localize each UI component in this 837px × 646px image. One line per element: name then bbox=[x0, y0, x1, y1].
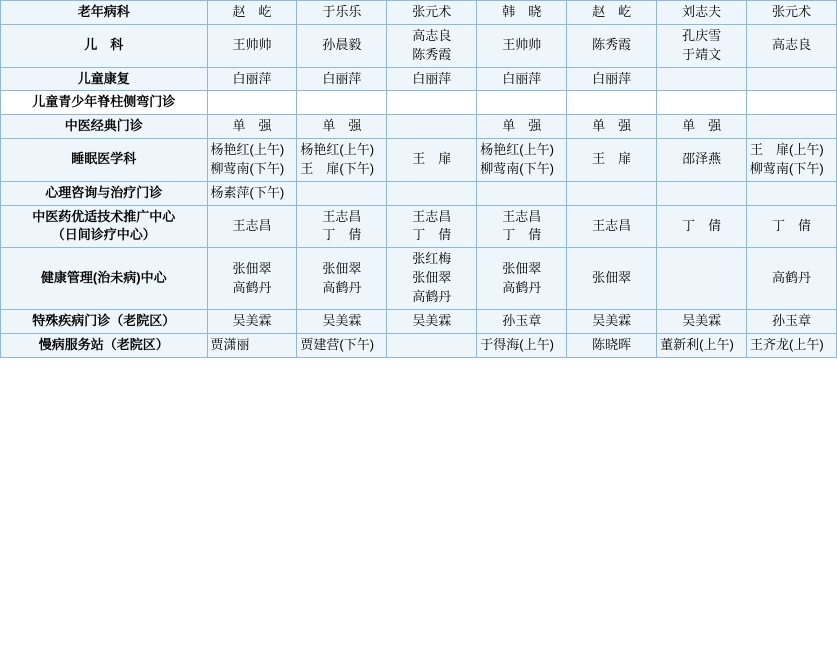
doctor-name: 杨艳红(上午) bbox=[480, 142, 554, 158]
doctor-name: 孙玉章 bbox=[772, 312, 812, 328]
schedule-cell bbox=[387, 139, 477, 182]
schedule-cell bbox=[657, 115, 747, 139]
schedule-cell bbox=[657, 24, 747, 67]
doctor-name: 白丽萍 bbox=[412, 70, 452, 86]
schedule-cell bbox=[657, 309, 747, 333]
doctor-name: 王 扉(上午) bbox=[750, 142, 824, 158]
schedule-cell bbox=[657, 333, 747, 357]
schedule-cell bbox=[207, 309, 297, 333]
doctor-name: 张佃翠 bbox=[412, 270, 452, 286]
doctor-name: 王帅帅 bbox=[232, 37, 272, 53]
schedule-cell bbox=[477, 115, 567, 139]
schedule-cell bbox=[297, 205, 387, 248]
doctor-name: 高志良 bbox=[412, 27, 452, 43]
schedule-cell bbox=[657, 67, 747, 91]
schedule-cell bbox=[567, 24, 657, 67]
doctor-name: 柳莺南(下午) bbox=[210, 160, 285, 176]
doctor-name: 丁 倩 bbox=[412, 227, 452, 243]
doctor-name: 于乐乐 bbox=[322, 4, 362, 19]
schedule-cell bbox=[297, 333, 387, 357]
doctor-name: 贾潇丽 bbox=[210, 336, 250, 352]
doctor-name: 吴美霖 bbox=[592, 312, 632, 328]
doctor-name: 王齐龙(上午) bbox=[750, 336, 824, 352]
schedule-cell bbox=[657, 181, 747, 205]
table-row bbox=[1, 91, 837, 115]
schedule-cell bbox=[567, 309, 657, 333]
doctor-name: 白丽萍 bbox=[232, 70, 272, 86]
schedule-cell bbox=[207, 24, 297, 67]
schedule-cell bbox=[297, 181, 387, 205]
schedule-cell bbox=[657, 91, 747, 115]
schedule-cell bbox=[297, 24, 387, 67]
schedule-cell bbox=[567, 333, 657, 357]
doctor-name: 吴美霖 bbox=[682, 312, 722, 328]
doctor-name: 王 扉(下午) bbox=[300, 160, 375, 176]
department-label: 儿童康复 bbox=[77, 70, 130, 86]
department-cell bbox=[1, 91, 208, 115]
schedule-cell bbox=[747, 24, 837, 67]
department-label: 儿 科 bbox=[84, 37, 124, 53]
doctor-name: 张佃翠 bbox=[502, 260, 542, 276]
doctor-name: 杨艳红(上午) bbox=[210, 142, 285, 158]
doctor-name: 刘志夫 bbox=[682, 4, 722, 19]
schedule-cell bbox=[477, 1, 567, 25]
doctor-name: 邵泽燕 bbox=[682, 151, 722, 167]
department-cell bbox=[1, 181, 208, 205]
table-row bbox=[1, 67, 837, 91]
department-label: 老年病科 bbox=[77, 4, 130, 19]
schedule-cell bbox=[387, 248, 477, 310]
doctor-name: 韩 晓 bbox=[502, 4, 542, 19]
schedule-cell bbox=[387, 91, 477, 115]
schedule-cell bbox=[657, 248, 747, 310]
schedule-cell bbox=[567, 91, 657, 115]
doctor-name: 高鹤丹 bbox=[502, 279, 542, 295]
schedule-cell bbox=[207, 181, 297, 205]
schedule-cell bbox=[477, 91, 567, 115]
doctor-name: 丁 倩 bbox=[502, 227, 542, 243]
table-row bbox=[1, 248, 837, 310]
schedule-cell bbox=[477, 181, 567, 205]
schedule-cell bbox=[657, 205, 747, 248]
department-label-line: 中医药优适技术推广中心 bbox=[32, 208, 176, 224]
doctor-name: 单 强 bbox=[232, 118, 272, 134]
schedule-cell bbox=[567, 205, 657, 248]
schedule-cell bbox=[387, 309, 477, 333]
doctor-name: 王志昌 bbox=[502, 208, 542, 224]
department-cell bbox=[1, 139, 208, 182]
doctor-name: 高鹤丹 bbox=[232, 279, 272, 295]
schedule-cell bbox=[297, 1, 387, 25]
doctor-name: 单 强 bbox=[322, 118, 362, 134]
department-cell bbox=[1, 248, 208, 310]
schedule-cell bbox=[567, 139, 657, 182]
table-row bbox=[1, 309, 837, 333]
schedule-cell bbox=[207, 91, 297, 115]
doctor-name: 吴美霖 bbox=[322, 312, 362, 328]
schedule-cell bbox=[297, 91, 387, 115]
schedule-cell bbox=[297, 309, 387, 333]
schedule-cell bbox=[477, 205, 567, 248]
table-row bbox=[1, 205, 837, 248]
doctor-name: 王志昌 bbox=[412, 208, 452, 224]
schedule-cell bbox=[207, 333, 297, 357]
schedule-cell bbox=[747, 115, 837, 139]
doctor-name: 白丽萍 bbox=[502, 70, 542, 86]
doctor-name: 白丽萍 bbox=[592, 70, 632, 86]
schedule-cell bbox=[207, 205, 297, 248]
schedule-cell bbox=[387, 181, 477, 205]
schedule-cell bbox=[207, 139, 297, 182]
schedule-cell bbox=[477, 24, 567, 67]
doctor-name: 赵 屹 bbox=[232, 4, 272, 19]
department-cell bbox=[1, 205, 208, 248]
department-label: 慢病服务站（老院区） bbox=[38, 336, 169, 352]
schedule-cell bbox=[387, 1, 477, 25]
table-row bbox=[1, 181, 837, 205]
schedule-cell bbox=[477, 309, 567, 333]
table-row bbox=[1, 115, 837, 139]
doctor-name: 高鹤丹 bbox=[322, 279, 362, 295]
doctor-name: 贾建营(下午) bbox=[300, 336, 375, 352]
doctor-name: 丁 倩 bbox=[772, 218, 812, 234]
table-row bbox=[1, 333, 837, 357]
doctor-name: 王志昌 bbox=[322, 208, 362, 224]
schedule-cell bbox=[747, 139, 837, 182]
doctor-name: 张佃翠 bbox=[322, 260, 362, 276]
schedule-cell bbox=[477, 333, 567, 357]
schedule-cell bbox=[297, 115, 387, 139]
doctor-name: 单 强 bbox=[682, 118, 722, 134]
table-row bbox=[1, 1, 837, 25]
schedule-body bbox=[1, 1, 837, 358]
doctor-name: 张红梅 bbox=[412, 251, 452, 267]
doctor-name: 于得海(上午) bbox=[480, 336, 554, 352]
doctor-name: 孔庆雪 bbox=[682, 27, 722, 43]
doctor-name: 丁 倩 bbox=[322, 227, 362, 243]
schedule-cell bbox=[387, 24, 477, 67]
doctor-name: 陈晓晖 bbox=[592, 336, 632, 352]
doctor-name: 陈秀霞 bbox=[412, 46, 452, 62]
doctor-name: 张元术 bbox=[412, 4, 452, 19]
doctor-name: 吴美霖 bbox=[412, 312, 452, 328]
doctor-name: 于靖文 bbox=[682, 46, 722, 62]
schedule-cell bbox=[297, 248, 387, 310]
schedule-cell bbox=[747, 1, 837, 25]
schedule-cell bbox=[207, 1, 297, 25]
schedule-cell bbox=[477, 67, 567, 91]
doctor-name: 高鹤丹 bbox=[772, 270, 812, 286]
department-cell bbox=[1, 67, 208, 91]
department-label: 中医经典门诊 bbox=[64, 118, 143, 134]
schedule-cell bbox=[657, 1, 747, 25]
doctor-name: 单 强 bbox=[502, 118, 542, 134]
doctor-name: 王志昌 bbox=[232, 218, 272, 234]
department-cell bbox=[1, 309, 208, 333]
department-cell bbox=[1, 24, 208, 67]
schedule-cell bbox=[387, 333, 477, 357]
schedule-cell bbox=[477, 248, 567, 310]
department-label: 心理咨询与治疗门诊 bbox=[45, 184, 163, 200]
doctor-name: 孙玉章 bbox=[502, 312, 542, 328]
schedule-cell bbox=[657, 139, 747, 182]
doctor-name: 孙晨毅 bbox=[322, 37, 362, 53]
schedule-cell bbox=[747, 181, 837, 205]
table-row bbox=[1, 24, 837, 67]
schedule-cell bbox=[297, 139, 387, 182]
schedule-cell bbox=[207, 67, 297, 91]
department-cell bbox=[1, 115, 208, 139]
schedule-cell bbox=[747, 91, 837, 115]
table-row bbox=[1, 139, 837, 182]
doctor-name: 杨艳红(上午) bbox=[300, 142, 375, 158]
department-cell bbox=[1, 333, 208, 357]
department-label: 健康管理(治未病)中心 bbox=[40, 270, 167, 286]
doctor-name: 赵 屹 bbox=[592, 4, 632, 19]
doctor-name: 单 强 bbox=[592, 118, 632, 134]
doctor-name: 吴美霖 bbox=[232, 312, 272, 328]
doctor-name: 王 扉 bbox=[592, 151, 632, 167]
schedule-cell bbox=[207, 115, 297, 139]
department-label: 儿童青少年脊柱侧弯门诊 bbox=[32, 94, 176, 110]
doctor-name: 柳莺南(下午) bbox=[750, 160, 824, 176]
schedule-cell bbox=[747, 67, 837, 91]
doctor-name: 董新利(上午) bbox=[660, 336, 734, 352]
schedule-cell bbox=[567, 1, 657, 25]
schedule-cell bbox=[387, 67, 477, 91]
schedule-cell bbox=[567, 115, 657, 139]
doctor-name: 张佃翠 bbox=[592, 270, 632, 286]
schedule-cell bbox=[387, 115, 477, 139]
doctor-name: 白丽萍 bbox=[322, 70, 362, 86]
doctor-name: 张元术 bbox=[772, 4, 812, 19]
doctor-name: 高鹤丹 bbox=[412, 288, 452, 304]
schedule-cell bbox=[747, 205, 837, 248]
schedule-cell bbox=[747, 309, 837, 333]
department-label: 睡眠医学科 bbox=[71, 151, 137, 167]
department-cell bbox=[1, 1, 208, 25]
doctor-name: 杨素萍(下午) bbox=[210, 184, 285, 200]
doctor-name: 高志良 bbox=[772, 37, 812, 53]
doctor-name: 王帅帅 bbox=[502, 37, 542, 53]
schedule-cell bbox=[567, 181, 657, 205]
schedule-cell bbox=[297, 67, 387, 91]
doctor-name: 陈秀霞 bbox=[592, 37, 632, 53]
schedule-cell bbox=[567, 67, 657, 91]
schedule-cell bbox=[567, 248, 657, 310]
schedule-cell bbox=[207, 248, 297, 310]
doctor-name: 丁 倩 bbox=[682, 218, 722, 234]
schedule-cell bbox=[477, 139, 567, 182]
department-label-line: （日间诊疗中心） bbox=[51, 227, 156, 243]
doctor-name: 张佃翠 bbox=[232, 260, 272, 276]
schedule-cell bbox=[387, 205, 477, 248]
doctor-name: 王 扉 bbox=[412, 151, 452, 167]
doctor-name: 柳莺南(下午) bbox=[480, 160, 554, 176]
schedule-cell bbox=[747, 333, 837, 357]
department-label: 特殊疾病门诊（老院区） bbox=[32, 312, 176, 328]
schedule-cell bbox=[747, 248, 837, 310]
doctor-name: 王志昌 bbox=[592, 218, 632, 234]
